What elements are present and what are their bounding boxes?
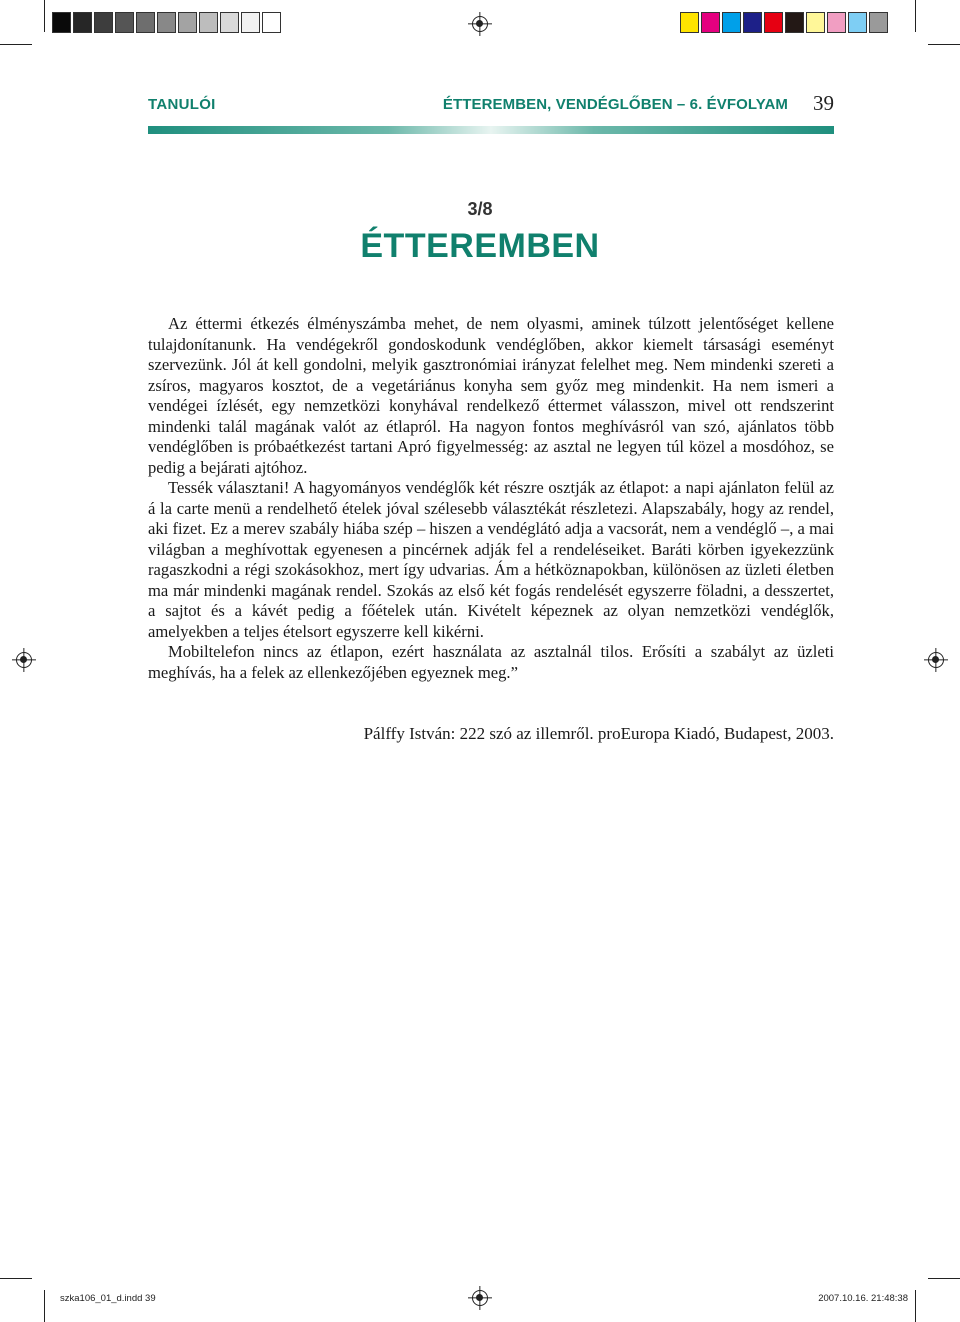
slug-file-info: szka106_01_d.indd 39 xyxy=(60,1293,156,1304)
crop-mark xyxy=(44,1290,45,1322)
paragraph: Az éttermi étkezés élményszámba mehet, de nem olyasmi, aminek túlzott jelentőséget kellene tulajdonítanunk. Ha vendégekről gondoskodunk vendéglőben, akkor kiemelt társasági eseményt szervezünk. Jól át kell gondolni, melyik gasztronómiai irányzat felelhet meg. Nem mindenki szereti a zsíros, magyaros kosztot, de a vegetáriánus konyha sem győz meg mindenkit. Ha nem ismeri a vendégei ízlését, egy nemzetközi konyhával rendelkező éttermet válasszon, mivel ott rendszerint mindenki talál magának valót az étlapról. Ha nagyon fontos meghívásról van szó, ajánlatos több vendéglőben is próbaétkezést tartani Apró figyelmesség: az asztal ne legyen túl közel a mosdóhoz, se pedig a bejárati ajtóhoz. xyxy=(148,314,834,477)
gray-swatch xyxy=(178,12,197,33)
color-swatch xyxy=(827,12,846,33)
gray-swatch xyxy=(136,12,155,33)
paragraph: Tessék választani! A hagyományos vendéglők két részre osztják az étlapot: a napi ajánlaton felül az á la carte menü a rendelhető ételek jóval szélesebb választékát részletezi. Alapszabály, hogy az rendel, aki fizet. Ez a merev szabály hiába szép – hiszen a vendéglátó adja a vacsorát, nem a vendéglő –, a mai világban a meghívottak egyenesen a pincérnek adják fel a rendeléseiket. Baráti körben igyekezzünk ragaszkodni a régi szokásokhoz, mert így udvarias. Ám a hétköznapokban, különösen az üzleti életben ma már mindenki magának rendel. Szokás az első két fogás rendelését egyszerre föladni, a desszertet, a sajtot és a kávét pedig a főételek után. Kivételt képeznek az olyan nemzetközi vendéglők, amelyekben a teljes ételsort egyszerre kell kikérni. xyxy=(148,478,834,641)
lesson-number: 3/8 xyxy=(467,199,493,219)
gray-swatch xyxy=(199,12,218,33)
crop-mark xyxy=(928,1278,960,1279)
color-swatch xyxy=(722,12,741,33)
crop-mark xyxy=(915,0,916,32)
color-swatch xyxy=(869,12,888,33)
chapter-title: ÉTTEREMBEN, VENDÉGLŐBEN – 6. ÉVFOLYAM xyxy=(442,96,788,113)
gray-swatch xyxy=(157,12,176,33)
crop-mark xyxy=(44,0,45,32)
lesson-title: ÉTTEREMBEN xyxy=(360,227,600,265)
color-swatch xyxy=(848,12,867,33)
crop-mark xyxy=(928,44,960,45)
header-rule xyxy=(148,126,834,134)
crop-mark xyxy=(0,44,32,45)
gray-swatch xyxy=(94,12,113,33)
color-swatch xyxy=(806,12,825,33)
page-number: 39 xyxy=(813,91,834,115)
citation: Pálffy István: 222 szó az illemről. proEuropa Kiadó, Budapest, 2003. xyxy=(363,724,834,743)
crop-mark xyxy=(0,1278,32,1279)
gray-swatch xyxy=(262,12,281,33)
gray-swatch xyxy=(73,12,92,33)
grayscale-calibration-bar xyxy=(52,12,283,33)
running-header xyxy=(148,91,834,116)
color-swatch xyxy=(743,12,762,33)
registration-mark-bottom xyxy=(472,1290,488,1306)
color-swatch xyxy=(764,12,783,33)
color-swatch xyxy=(785,12,804,33)
color-swatch xyxy=(680,12,699,33)
slug-timestamp: 2007.10.16. 21:48:38 xyxy=(818,1293,908,1304)
registration-mark-left xyxy=(16,652,32,668)
article-body xyxy=(148,314,834,683)
paragraph: Mobiltelefon nincs az étlapon, ezért használata az asztalnál tilos. Erősíti a szabályt az üzleti meghívás, ha a felek az ellenkezőjében egyeznek meg.” xyxy=(148,642,834,682)
gray-swatch xyxy=(115,12,134,33)
color-calibration-bar xyxy=(680,12,890,33)
crop-mark xyxy=(915,1290,916,1322)
registration-mark-top xyxy=(472,16,488,32)
gray-swatch xyxy=(241,12,260,33)
color-swatch xyxy=(701,12,720,33)
section-label: TANULÓI xyxy=(148,96,216,113)
registration-mark-right xyxy=(928,652,944,668)
gray-swatch xyxy=(220,12,239,33)
gray-swatch xyxy=(52,12,71,33)
